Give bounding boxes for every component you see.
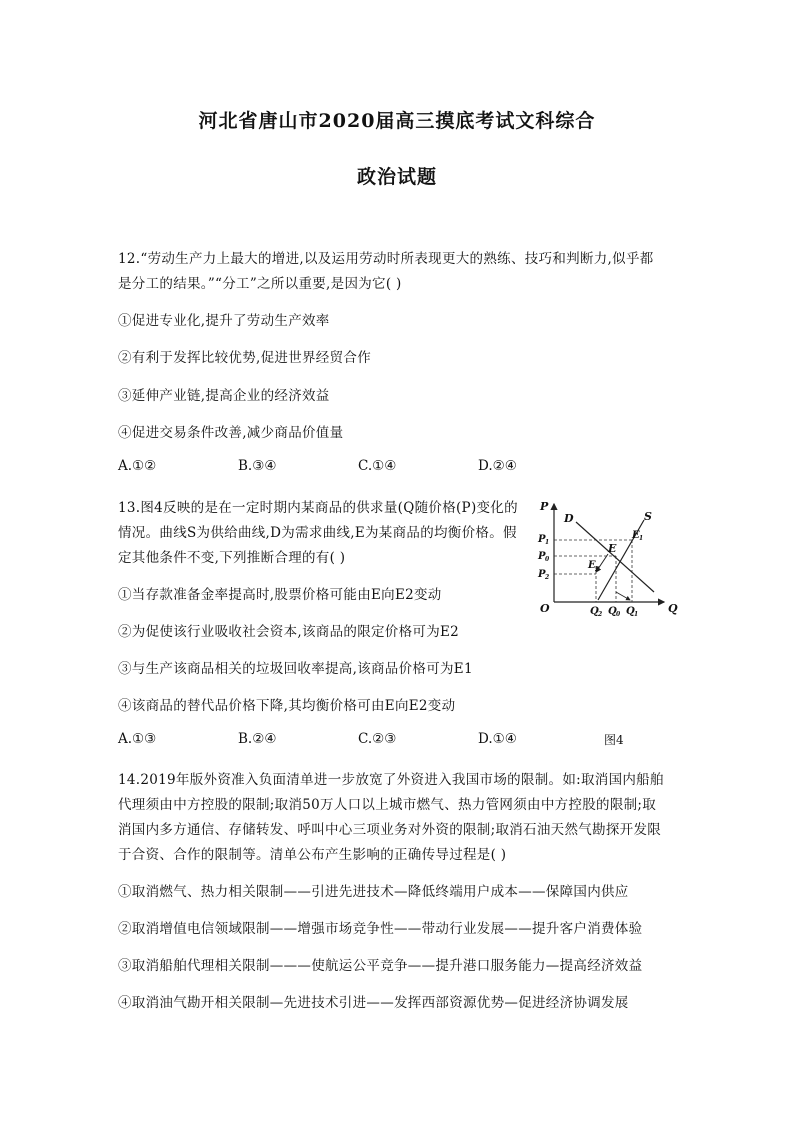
q12-choice-a: A.①② — [118, 458, 157, 474]
q14-stem-line-2: 代理须由中方控股的限制;取消50万人口以上城市燃气、热力管网须由中方控股的限制;取 — [118, 797, 657, 813]
q13-stem-line-3: 定其他条件不变,下列推断合理的有( ) — [118, 550, 346, 566]
q14-stem-line-4: 于合资、合作的限制等。清单公布产生影响的正确传导过程是( ) — [118, 847, 507, 863]
q14-option-2: ②取消增值电信领域限制——增强市场竞争性——带动行业发展——提升客户消费体验 — [118, 921, 643, 937]
q13-stem-line-2: 情况。曲线S为供给曲线,D为需求曲线,E为某商品的均衡价格。假 — [118, 525, 517, 541]
q14-option-4: ④取消油气勘开相关限制—先进技术引进——发挥西部资源优势—促进经济协调发展 — [118, 995, 629, 1011]
label-e1-sub: 1 — [639, 535, 644, 542]
q12-choice-c: C.①④ — [358, 458, 397, 474]
label-q: Q — [668, 602, 678, 615]
q13-option-2: ②为促使该行业吸收社会资本,该商品的限定价格可为E2 — [118, 624, 460, 640]
q13-choice-a: A.①③ — [118, 731, 157, 747]
label-p2-sub: 2 — [545, 574, 550, 581]
q12-stem-line-2: 是分工的结果。”“分工”之所以重要,是因为它( ) — [118, 276, 402, 292]
label-e1: E — [632, 530, 640, 541]
supply-demand-figure — [536, 496, 688, 618]
q12-option-4: ④促进交易条件改善,减少商品价值量 — [118, 425, 344, 441]
q13-option-1: ①当存款准备金率提高时,股票价格可能由E向E2变动 — [118, 587, 442, 603]
page-subtitle: 政治试题 — [356, 166, 437, 188]
label-q0: Q — [608, 606, 617, 617]
label-p1: P — [538, 534, 546, 545]
q14-stem-line-1: 14.2019年版外资准入负面清单进一步放宽了外资进入我国市场的限制。如:取消国内船舶 — [118, 772, 664, 788]
q13-choice-c: C.②③ — [358, 731, 397, 747]
label-e2: E — [588, 560, 596, 571]
q12-stem-line-1: 12.“劳动生产力上最大的增进,以及运用劳动时所表现更大的熟练、技巧和判断力,似乎都 — [118, 251, 654, 267]
shift-arrow-2 — [616, 592, 630, 600]
q14-stem-line-3: 消国内多方通信、存储转发、呼叫中心三项业务对外资的限制;取消石油天然气勘探开发限 — [118, 822, 662, 838]
label-q0-sub: 0 — [616, 611, 621, 618]
q14-option-1: ①取消燃气、热力相关限制——引进先进技术—降低终端用户成本——保障国内供应 — [118, 884, 629, 900]
q13-stem-line-1: 13.图4反映的是在一定时期内某商品的供求量(Q随价格(P)变化的 — [118, 500, 518, 516]
q13-option-4: ④该商品的替代品价格下降,其均衡价格可由E向E2变动 — [118, 698, 456, 714]
label-q1: Q — [626, 606, 635, 617]
q12-choice-b: B.③④ — [238, 458, 277, 474]
label-q2: Q — [590, 606, 599, 617]
figure-caption: 图4 — [604, 733, 624, 747]
label-p0-sub: 0 — [545, 556, 550, 563]
label-p: P — [540, 500, 549, 513]
label-p2: P — [538, 569, 546, 580]
label-e: E — [608, 542, 617, 555]
q13-option-3: ③与生产该商品相关的垃圾回收率提高,该商品价格可为E1 — [118, 661, 473, 677]
q12-option-3: ③延伸产业链,提高企业的经济效益 — [118, 388, 330, 404]
label-p0: P — [538, 551, 546, 562]
page-title: 河北省唐山市2020届高三摸底考试文科综合 — [198, 110, 596, 132]
label-o: O — [540, 602, 550, 615]
q13-choice-d: D.①④ — [478, 731, 517, 747]
q14-option-3: ③取消船舶代理相关限制———使航运公平竞争——提升港口服务能力—提高经济效益 — [118, 958, 643, 974]
q12-option-1: ①促进专业化,提升了劳动生产效率 — [118, 313, 330, 329]
label-q2-sub: 2 — [598, 611, 603, 618]
label-p1-sub: 1 — [545, 539, 550, 546]
q12-option-2: ②有利于发挥比较优势,促进世界经贸合作 — [118, 350, 371, 366]
q12-choice-d: D.②④ — [478, 458, 517, 474]
demand-curve — [576, 522, 654, 592]
label-e2-sub: 2 — [595, 566, 600, 573]
label-q1-sub: 1 — [634, 611, 639, 618]
label-d: D — [564, 512, 574, 525]
label-s: S — [644, 510, 652, 523]
q13-choice-b: B.②④ — [238, 731, 277, 747]
